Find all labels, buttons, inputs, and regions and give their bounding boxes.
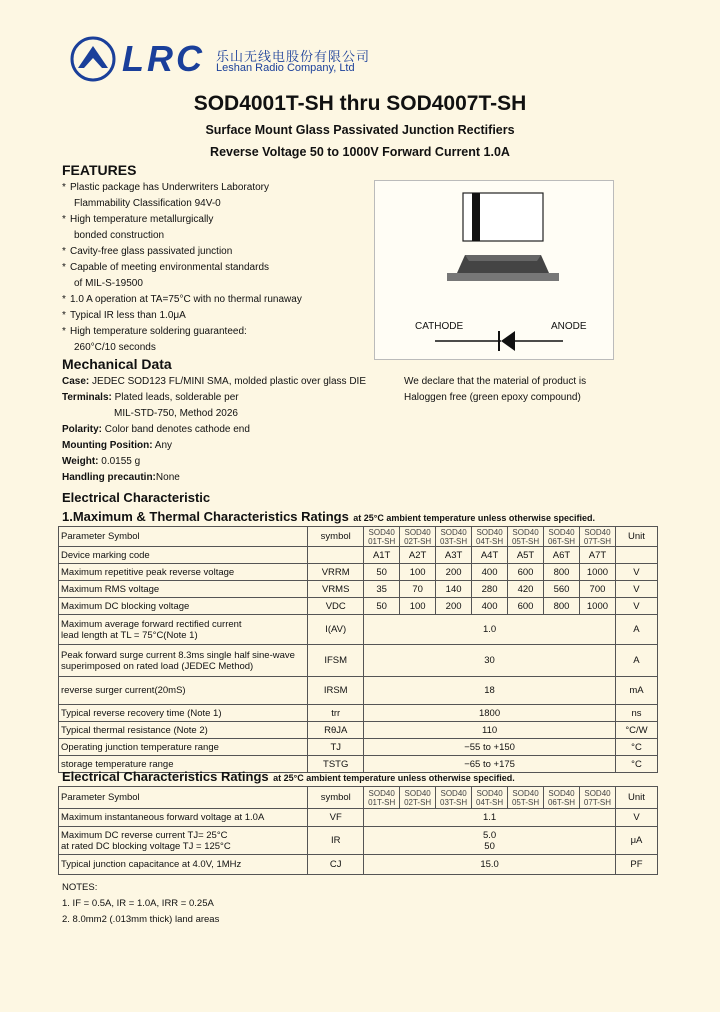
table-cell: Device marking code [59, 547, 308, 564]
table-cell: A7T [579, 547, 615, 564]
table-cell: 800 [544, 564, 580, 581]
ratings-table [58, 526, 658, 773]
table-cell: I(AV) [308, 615, 364, 645]
table-cell: Maximum instantaneous forward voltage at 1.0A [59, 809, 308, 827]
terminals-label: Terminals: [62, 392, 112, 403]
table-cell: V [615, 809, 657, 827]
table-cell: 600 [508, 598, 544, 615]
table-cell: SOD40 05T-SH [508, 527, 544, 547]
table-cell: IRSM [308, 677, 364, 705]
notes-heading: NOTES: [62, 882, 98, 893]
table-cell: A4T [472, 547, 508, 564]
table-cell: 420 [508, 581, 544, 598]
table-cell: 1000 [579, 598, 615, 615]
case-value: JEDEC SOD123 FL/MINI SMA, molded plastic over glass DIE [89, 376, 367, 387]
table-cell: 700 [579, 581, 615, 598]
table-cell: Parameter Symbol [59, 787, 308, 809]
table-row [59, 739, 658, 756]
terminals-standard: MIL-STD-750, Method 2026 [114, 408, 238, 419]
table-cell: SOD40 04T-SH [472, 527, 508, 547]
table-cell: SOD40 02T-SH [400, 787, 436, 809]
table-cell: 100 [400, 598, 436, 615]
table-row [59, 722, 658, 739]
declaration-line-2: Haloggen free (green epoxy compound) [404, 392, 581, 403]
table-cell: storage temperature range [59, 756, 308, 773]
mounting-value: Any [152, 440, 173, 451]
section1-note: at 25°C ambient temperature unless otherwise specified. [353, 513, 595, 523]
feature-item: bonded construction [74, 230, 165, 241]
table-cell: A3T [436, 547, 472, 564]
feature-item: of MIL-S-19500 [74, 278, 143, 289]
table-row [59, 809, 658, 827]
table-cell: 50 [364, 564, 400, 581]
table-cell: V [615, 564, 657, 581]
table-cell: SOD40 06T-SH [544, 787, 580, 809]
table-cell: 30 [364, 645, 616, 677]
table-cell: 280 [472, 581, 508, 598]
logo-text: LRC [122, 38, 205, 79]
table-cell: CJ [308, 855, 364, 875]
table-cell: symbol [308, 787, 364, 809]
table-cell: 200 [436, 598, 472, 615]
table-row [59, 827, 658, 855]
section1-title: 1.Maximum & Thermal Characteristics Ratings [62, 509, 349, 524]
table-cell: −55 to +150 [364, 739, 616, 756]
feature-item: * Plastic package has Underwriters Laboratory [62, 182, 269, 193]
table-cell: SOD40 04T-SH [472, 787, 508, 809]
weight-label: Weight: [62, 456, 99, 467]
table-cell: V [615, 581, 657, 598]
table-cell: 1.0 [364, 615, 616, 645]
weight-value: 0.0155 g [98, 456, 141, 467]
table-cell: SOD40 07T-SH [580, 787, 616, 809]
page-title: SOD4001T-SH thru SOD4007T-SH [193, 92, 527, 115]
polarity-value: Color band denotes cathode end [102, 424, 250, 435]
table-cell: 400 [472, 598, 508, 615]
table-cell: PF [615, 855, 657, 875]
table-row [59, 855, 658, 875]
features-list [62, 180, 362, 356]
feature-item: * Cavity-free glass passivated junction [62, 246, 233, 257]
table-cell: Maximum repetitive peak reverse voltage [59, 564, 308, 581]
table-cell: Maximum average forward rectified current lead length at TL = 75°C(Note 1) [59, 615, 308, 645]
section2-title: Electrical Characteristics Ratings [62, 769, 269, 784]
table-cell: ns [615, 705, 657, 722]
terminals-value: Plated leads, solderable per [111, 392, 239, 403]
table-cell: IFSM [308, 645, 364, 677]
table-row [59, 677, 658, 705]
table-cell: 110 [364, 722, 616, 739]
table-cell: SOD40 01T-SH [364, 527, 400, 547]
table-cell: 400 [472, 564, 508, 581]
feature-item: * Capable of meeting environmental standards [62, 262, 270, 273]
table-cell: A [615, 645, 657, 677]
package-diagram [374, 180, 614, 360]
handling-value: None [155, 472, 180, 483]
table-cell: V [615, 598, 657, 615]
table-cell: Maximum DC reverse current TJ= 25°C at rated DC blocking voltage TJ = 125°C [59, 827, 308, 855]
table-cell: 100 [400, 564, 436, 581]
table-cell: 800 [544, 598, 580, 615]
feature-item: Flammability Classification 94V-0 [74, 198, 221, 209]
table-cell: SOD40 05T-SH [508, 787, 544, 809]
subtitle-ratings: Reverse Voltage 50 to 1000V Forward Current 1.0A [210, 145, 510, 159]
table-cell: SOD40 03T-SH [436, 787, 472, 809]
halogen-declaration [404, 374, 586, 406]
feature-item: * High temperature metallurgically [62, 214, 214, 225]
table-cell: SOD40 07T-SH [579, 527, 615, 547]
table-cell: SOD40 01T-SH [364, 787, 400, 809]
header-unit: Unit [615, 527, 657, 547]
table-cell: TSTG [308, 756, 364, 773]
table-row [59, 547, 658, 564]
table-cell: reverse surger current(20mS) [59, 677, 308, 705]
table-cell: Maximum DC blocking voltage [59, 598, 308, 615]
electrical-table [58, 786, 658, 875]
table-cell: VF [308, 809, 364, 827]
table-cell: μA [615, 827, 657, 855]
table-cell: Typical reverse recovery time (Note 1) [59, 705, 308, 722]
table-cell: VRRM [308, 564, 364, 581]
table-cell: Typical junction capacitance at 4.0V, 1MHz [59, 855, 308, 875]
table-cell: Operating junction temperature range [59, 739, 308, 756]
table-cell: A2T [400, 547, 436, 564]
table-cell: 18 [364, 677, 616, 705]
header-param: Parameter Symbol [59, 527, 308, 547]
section2-heading [62, 768, 515, 786]
table-cell: SOD40 02T-SH [400, 527, 436, 547]
table-cell: Typical thermal resistance (Note 2) [59, 722, 308, 739]
table-cell: VDC [308, 598, 364, 615]
table-row [59, 705, 658, 722]
table-cell: 200 [436, 564, 472, 581]
anode-label: ANODE [551, 321, 587, 332]
table-cell: °C/W [615, 722, 657, 739]
feature-item: * High temperature soldering guaranteed: [62, 326, 247, 337]
cathode-label: CATHODE [415, 321, 464, 332]
table-cell: TJ [308, 739, 364, 756]
declaration-line-1: We declare that the material of product is [404, 376, 587, 387]
table-cell: 600 [508, 564, 544, 581]
table-row [59, 615, 658, 645]
table-row [59, 598, 658, 615]
table-cell: 50 [364, 598, 400, 615]
electrical-heading: Electrical Characteristic [62, 490, 211, 505]
case-label: Case: [62, 376, 90, 387]
table-cell: SOD40 03T-SH [436, 527, 472, 547]
table-cell [615, 547, 657, 564]
package-outline-icon [375, 181, 613, 359]
mechanical-section [62, 356, 402, 486]
company-name-en: Leshan Radio Company, Ltd [216, 62, 355, 74]
subtitle-description: Surface Mount Glass Passivated Junction Rectifiers [205, 123, 515, 137]
table-header-row [59, 527, 658, 547]
table-cell: 70 [400, 581, 436, 598]
table-cell: 140 [436, 581, 472, 598]
table-cell: Peak forward surge current 8.3ms single half sine-wave superimposed on rated load (JEDEC Method) [59, 645, 308, 677]
table-cell: 1.1 [364, 809, 616, 827]
table-cell: 1800 [364, 705, 616, 722]
table-cell: 15.0 [364, 855, 616, 875]
mechanical-heading: Mechanical Data [62, 356, 172, 372]
feature-item: * 1.0 A operation at TA=75°C with no thermal runaway [62, 294, 302, 305]
table-cell: A6T [544, 547, 580, 564]
note-1: 1. IF = 0.5A, IR = 1.0A, IRR = 0.25A [62, 898, 214, 909]
table-cell: 5.0 50 [364, 827, 616, 855]
table-cell: °C [615, 756, 657, 773]
table-cell: A5T [508, 547, 544, 564]
notes-section [62, 880, 219, 928]
handling-label: Handling precautin: [62, 472, 156, 483]
header-symbol: symbol [308, 527, 364, 547]
note-2: 2. 8.0mm2 (.013mm thick) land areas [62, 914, 220, 925]
feature-item: * Typical IR less than 1.0μA [62, 310, 186, 321]
section1-heading [62, 508, 595, 526]
table-cell: mA [615, 677, 657, 705]
table-cell: 35 [364, 581, 400, 598]
features-heading: FEATURES [62, 162, 137, 178]
table-cell: SOD40 06T-SH [544, 527, 580, 547]
company-logo-icon [70, 36, 116, 82]
feature-item: 260°C/10 seconds [74, 342, 156, 353]
table-cell: RθJA [308, 722, 364, 739]
features-section [62, 162, 362, 356]
table-cell: 560 [544, 581, 580, 598]
section2-note: at 25°C ambient temperature unless otherwise specified. [273, 773, 515, 783]
table-cell: 1000 [579, 564, 615, 581]
polarity-label: Polarity: [62, 424, 103, 435]
company-name-cn: 乐山无线电股份有限公司 [216, 49, 371, 64]
table-row [59, 645, 658, 677]
table-row [59, 581, 658, 598]
table-cell: VRMS [308, 581, 364, 598]
table-cell: °C [615, 739, 657, 756]
table-header-row [59, 787, 658, 809]
table-cell: A [615, 615, 657, 645]
mounting-label: Mounting Position: [62, 440, 153, 451]
table-cell: A1T [364, 547, 400, 564]
table-cell [308, 547, 364, 564]
table-cell: IR [308, 827, 364, 855]
table-cell: Maximum RMS voltage [59, 581, 308, 598]
table-row [59, 564, 658, 581]
table-cell: Unit [615, 787, 657, 809]
table-cell: trr [308, 705, 364, 722]
table-cell: −65 to +175 [364, 756, 616, 773]
